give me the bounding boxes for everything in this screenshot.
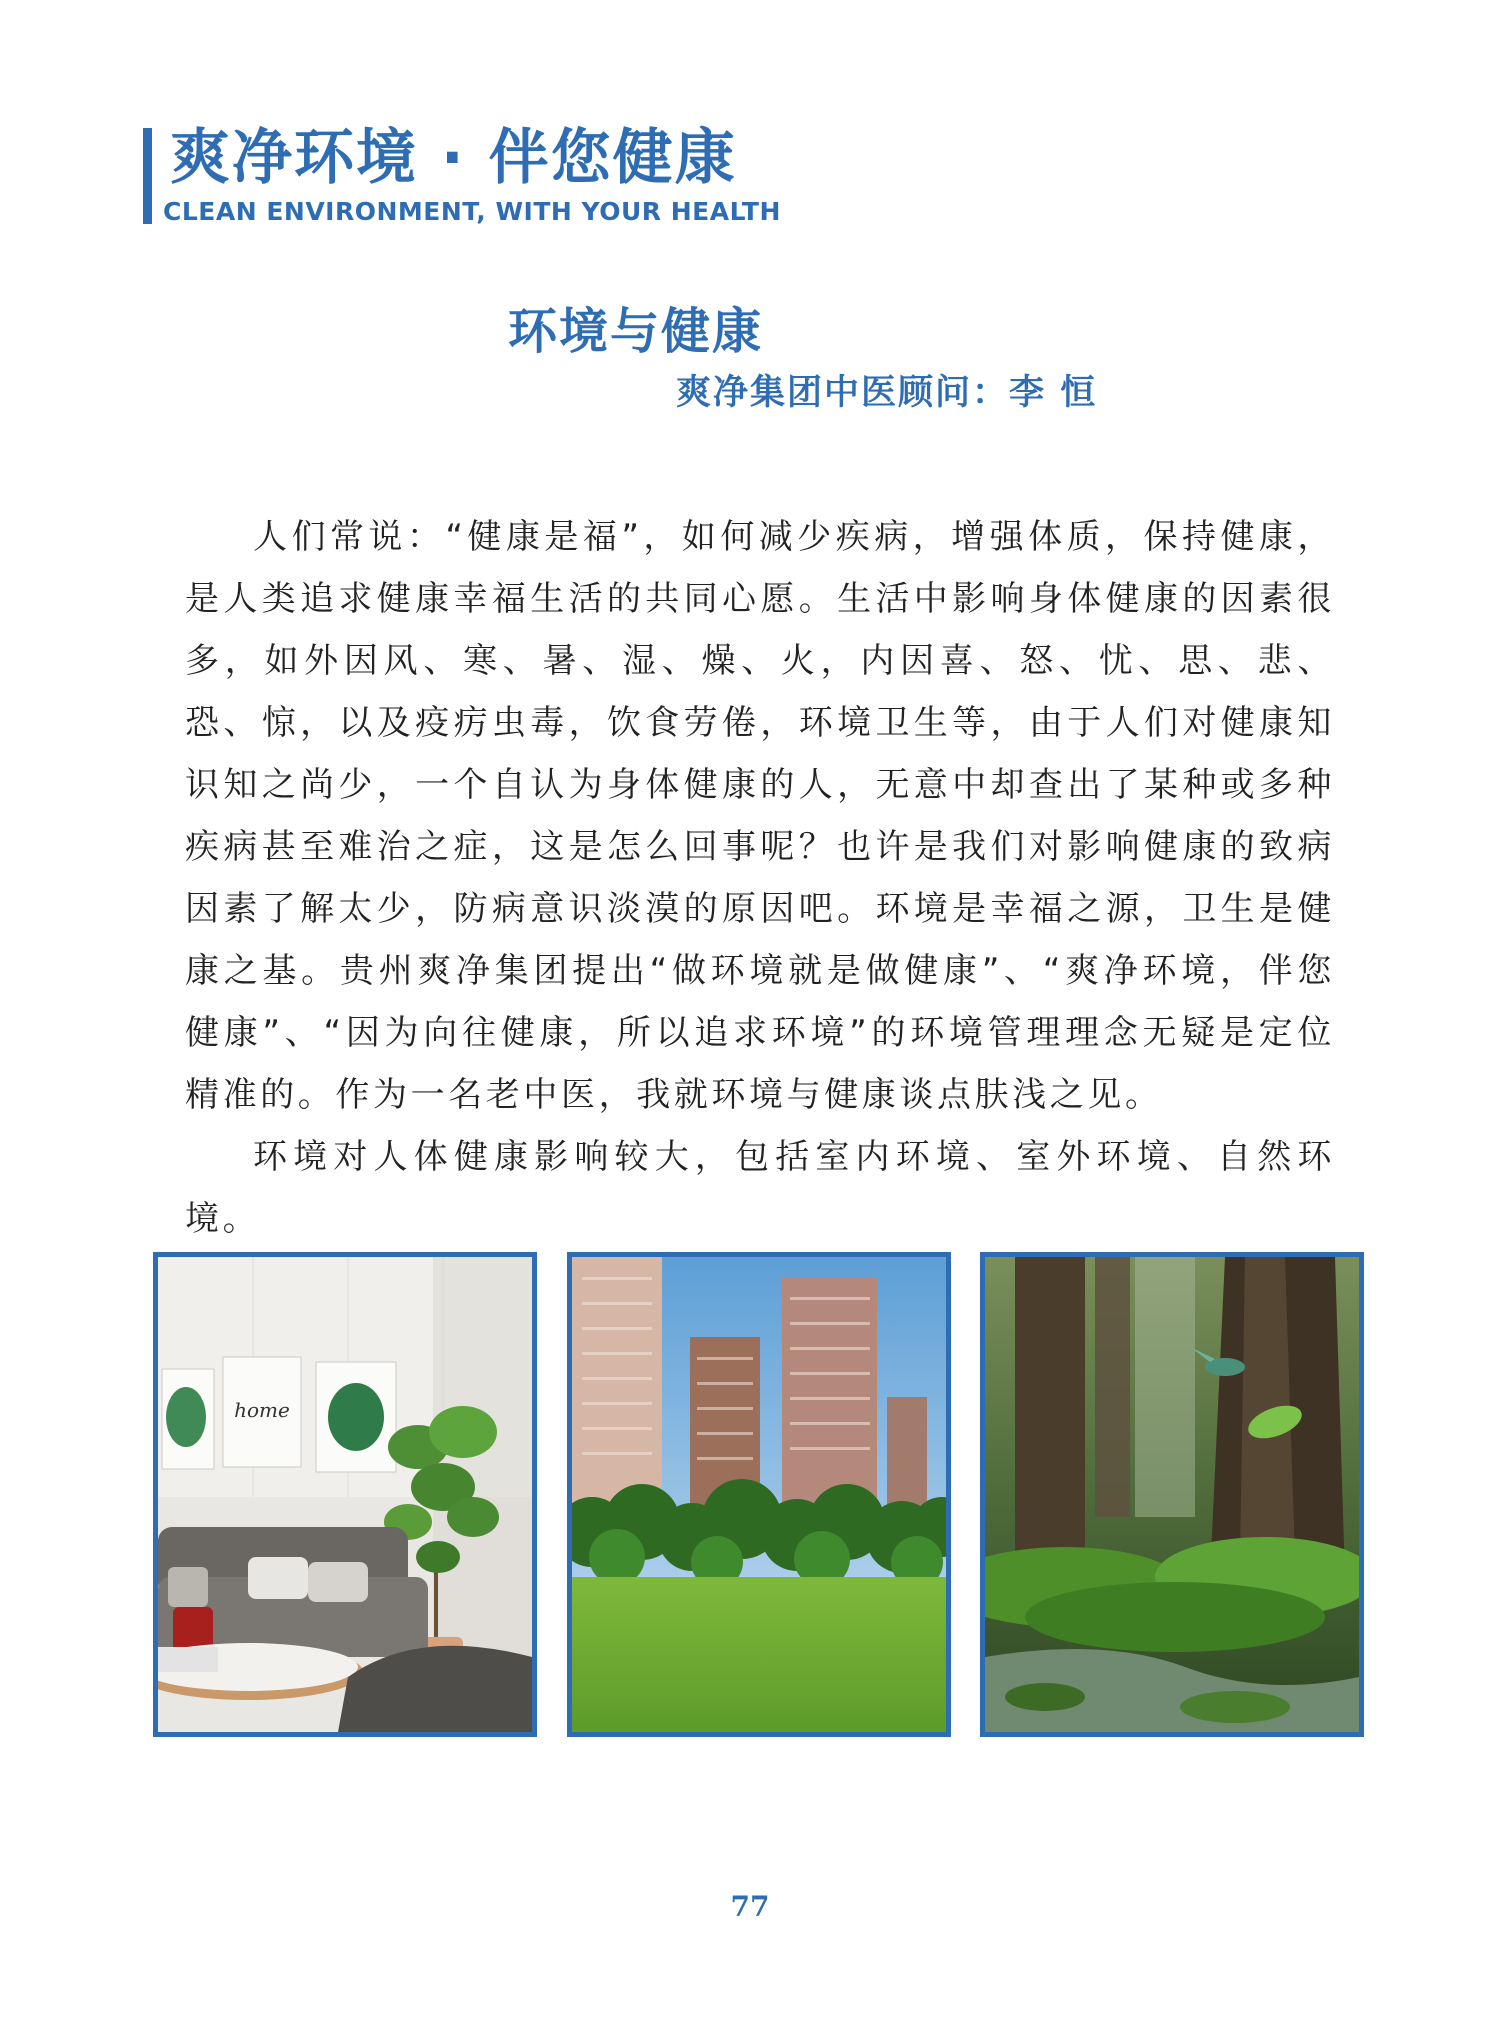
photo-natural-environment <box>980 1252 1364 1737</box>
paragraph-1: 人们常说：“健康是福”，如何减少疾病，增强体质，保持健康，是人类追求健康幸福生活的共同心愿。生活中影响身体健康的因素很多，如外因风、寒、暑、湿、燥、火，内因喜、怒、忧、思、悲、恐、惊，以及疫疠虫毒，饮食劳倦，环境卫生等，由于人们对健康知识知之尚少，一个自认为身体健康的人，无意中却查出了某种或多种疾病甚至难治之症，这是怎么回事呢？也许是我们对影响健康的致病因素了解太少，防病意识淡漠的原因吧。环境是幸福之源，卫生是健康之基。贵州爽净集团提出“做环境就是做健康”、“爽净环境，伴您健康”、“因为向往健康，所以追求环境”的环境管理理念无疑是定位精准的。作为一名老中医，我就环境与健康谈点肤浅之见。 <box>185 517 1335 1115</box>
header-accent-bar <box>143 128 152 224</box>
page-number: 77 <box>730 1890 770 1923</box>
article-author: 爽净集团中医顾问：李 恒 <box>676 373 1098 413</box>
photo-indoor-environment <box>153 1252 537 1737</box>
header-title: 爽净环境 · 伴您健康 <box>170 123 737 193</box>
article-title: 环境与健康 <box>508 303 764 360</box>
paragraph-2: 环境对人体健康影响较大，包括室内环境、室外环境、自然环境。 <box>185 1137 1335 1239</box>
article-body <box>185 506 1335 1250</box>
photo-outdoor-environment <box>567 1252 951 1737</box>
poster-home-text: home <box>234 1398 290 1422</box>
header-subtitle: CLEAN ENVIRONMENT, WITH YOUR HEALTH <box>163 197 781 226</box>
